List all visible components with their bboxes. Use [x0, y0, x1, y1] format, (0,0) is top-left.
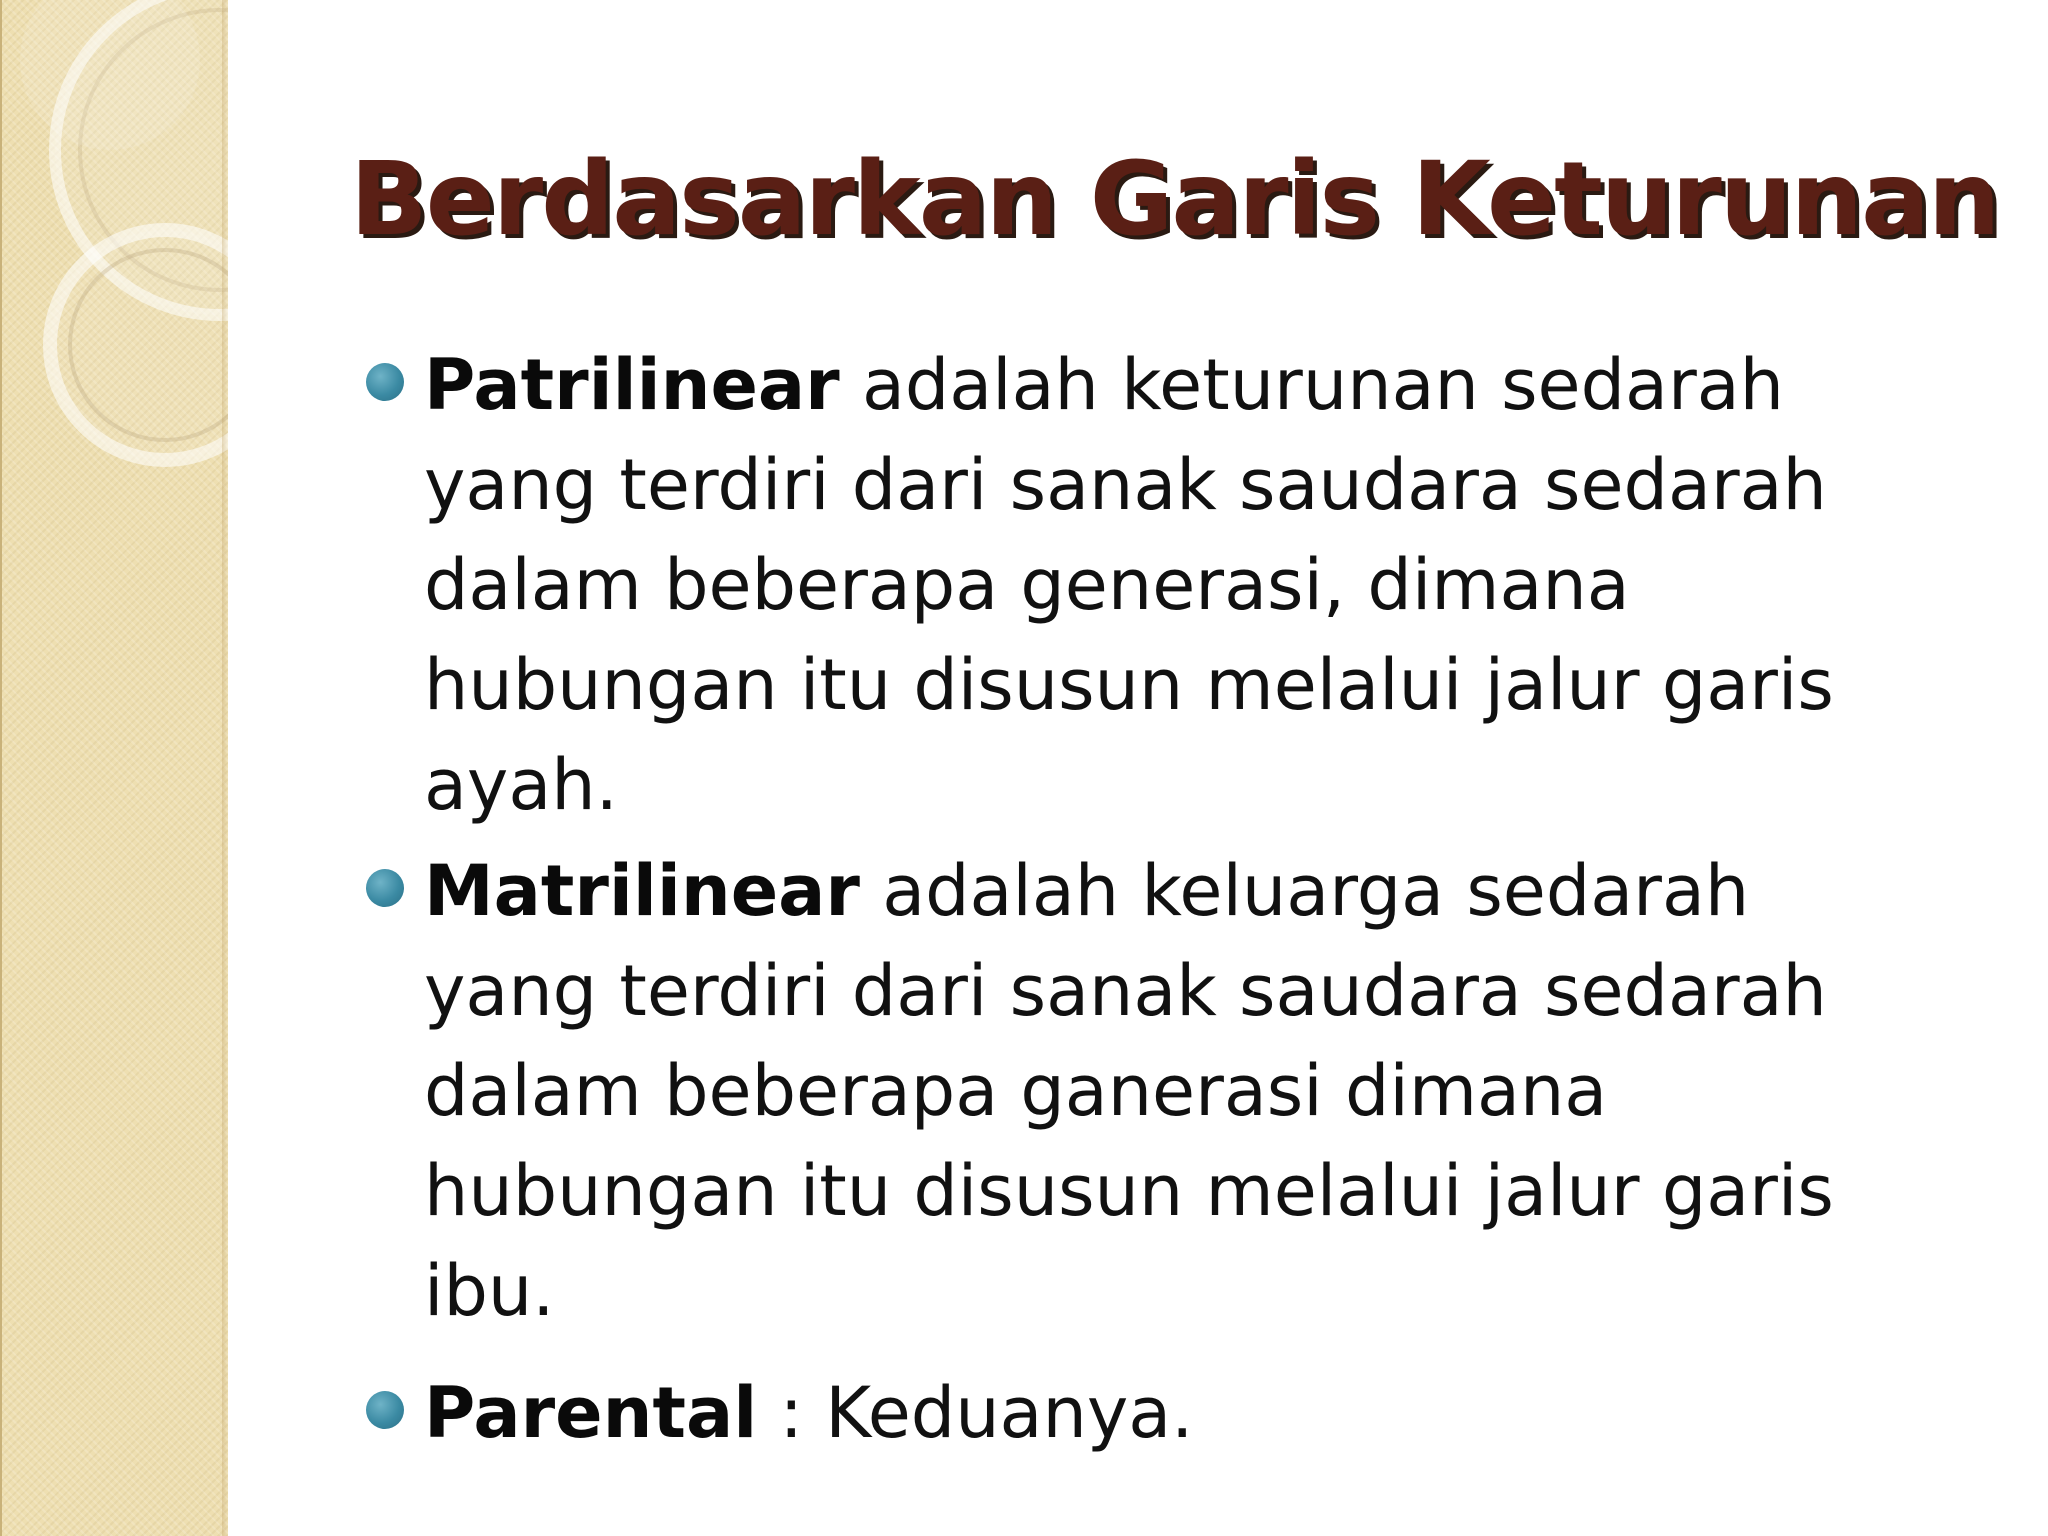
bullet-item-parental — [360, 1363, 1920, 1463]
bullet-term: Patrilinear — [424, 344, 840, 426]
bullet-dot-icon — [366, 869, 404, 907]
bullet-term: Matrilinear — [424, 850, 860, 932]
side-panel-edge — [222, 0, 228, 1536]
bullet-list — [360, 335, 1920, 1469]
bullet-term: Parental — [424, 1372, 758, 1454]
bullet-text: : Keduanya. — [757, 1372, 1194, 1454]
bullet-item-matrilinear — [360, 841, 1920, 1341]
bullet-item-patrilinear — [360, 335, 1920, 835]
bullet-dot-icon — [366, 1391, 404, 1429]
decorative-rings-icon — [0, 0, 228, 520]
slide-title: Berdasarkan Garis Keturunan — [350, 140, 1999, 259]
side-panel — [0, 0, 228, 1536]
bullet-text: adalah keturunan sedarah yang terdiri dari sanak saudara sedarah dalam beberapa generasi, dimana hubungan itu disusun melalui jalur garis ayah. — [424, 344, 1834, 826]
bullet-dot-icon — [366, 363, 404, 401]
bullet-text: adalah keluarga sedarah yang terdiri dari sanak saudara sedarah dalam beberapa ganerasi dimana hubungan itu disusun melalui jalur garis ibu. — [424, 850, 1834, 1332]
